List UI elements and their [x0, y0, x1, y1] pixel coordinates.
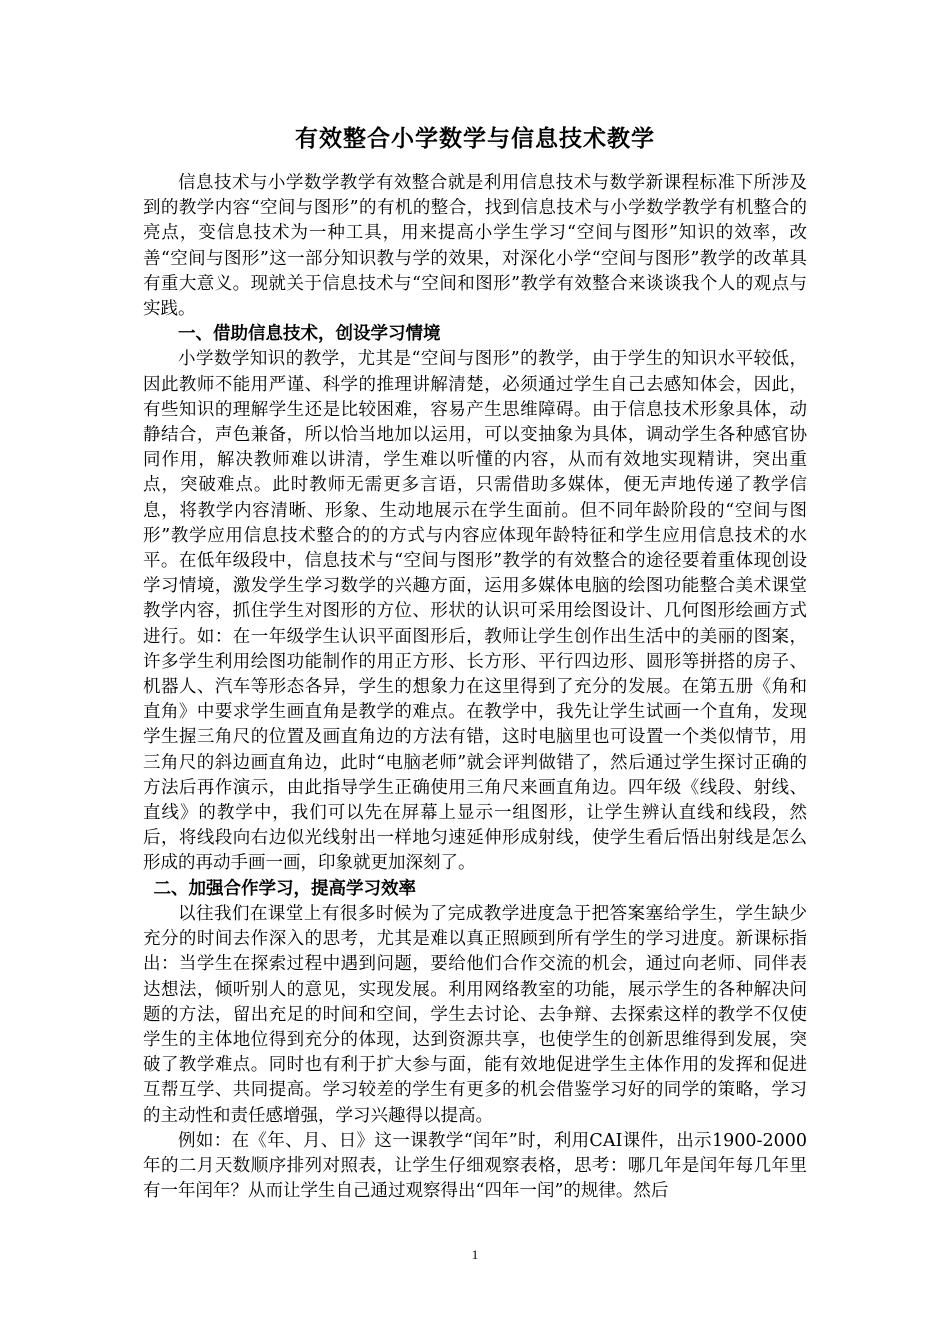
section-1-paragraph: 小学数学知识的教学，尤其是“空间与图形”的教学，由于学生的知识水平较低，因此教师不能用严谨、科学的推理讲解清楚，必须通过学生自己去感知体会，因此，有些知识的理解学生还是比较困难，容易产生思维障碍。由于信息技术形象具体，动静结合，声色兼备，所以恰当地加以运用，可以变抽象为具体，调动学生各种感官协同作用，解决教师难以讲清，学生难以听懂的内容，从而有效地实现精讲，突出重点，突破难点。此时教师无需更多言语，只需借助多媒体，便无声地传递了教学信息，将教学内容清晰、形象、生动地展示在学生面前。但不同年龄阶段的“空间与图形”教学应用信息技术整合的的方式与内容应体现年龄特征和学生应用信息技术的水平。在低年级段中，信息技术与“空间与图形”教学的有效整合的途径要着重体现创设学习情境，激发学生学习数学的兴趣方面，运用多媒体电脑的绘图功能整合美术课堂教学内容，抓住学生对图形的方位、形状的认识可采用绘图设计、几何图形绘画方式进行。如：在一年级学生认识平面图形后，教师让学生创作出生活中的美丽的图案，许多学生利用绘图功能制作的用正方形、长方形、平行四边形、圆形等拼搭的房子、机器人、汽车等形态各异，学生的想象力在这里得到了充分的发展。在第五册《角和直角》中要求学生画直角是教学的难点。在教学中，我先让学生试画一个直角，发现学生握三角尺的位置及画直角边的方法有错，这时电脑里也可设置一个类似情节，用三角尺的斜边画直角边，此时“电脑老师”就会评判做错了，然后通过学生探讨正确的方法后再作演示，由此指导学生正确使用三角尺来画直角边。四年级《线段、射线、直线》的教学中，我们可以先在屏幕上显示一组图形，让学生辨认直线和线段，然后，将线段向右边似光线射出一样地匀速延伸形成射线，使学生看后悟出射线是怎么形成的再动手画一画，印象就更加深刻了。	[143, 349, 807, 874]
document-body	[143, 171, 807, 1204]
section-2-paragraph-2: 例如：在《年、月、日》这一课教学“闰年”时，利用CAI课件，出示1900-2000年的二月天数顺序排列对照表，让学生仔细观察表格，思考：哪几年是闰年每几年里有一年闰年？从而让学生自己通过观察得出“四年一闰”的规律。然后	[143, 1130, 807, 1202]
section-2-heading: 二、加强合作学习，提高学习效率	[153, 878, 416, 899]
section-1-heading: 一、借助信息技术，创设学习情境	[178, 324, 441, 345]
intro-paragraph: 信息技术与小学数学教学有效整合就是利用信息技术与数学新课程标准下所涉及到的教学内容“空间与图形”的有机的整合，找到信息技术与小学数学教学有机整合的亮点，变信息技术为一种工具，用来提高小学生学习“空间与图形”知识的效率，改善“空间与图形”这一部分知识教与学的效果，对深化小学“空间与图形”教学的改革具有重大意义。现就关于信息技术与“空间和图形”教学有效整合来谈谈我个人的观点与实践。	[143, 173, 807, 320]
page-number: 1	[471, 1247, 479, 1262]
section-2-paragraph-1: 以往我们在课堂上有很多时候为了完成教学进度急于把答案塞给学生，学生缺少充分的时间去作深入的思考，尤其是难以真正照顾到所有学生的学习进度。新课标指出：当学生在探索过程中遇到问题，要给他们合作交流的机会，通过向老师、同伴表达想法，倾听别人的意见，实现发展。利用网络教室的功能，展示学生的各种解决问题的方法，留出充足的时间和空间，学生去讨论、去争辩、去探索这样的教学不仅使学生的主体地位得到充分的体现，达到资源共享，也使学生的创新思维得到发展，突破了教学难点。同时也有利于扩大参与面，能有效地促进学生主体作用的发挥和促进互帮互学、共同提高。学习较差的学生有更多的机会借鉴学习好的同学的策略，学习的主动性和责任感增强，学习兴趣得以提高。	[143, 903, 807, 1126]
document-title: 有效整合小学数学与信息技术教学	[295, 126, 655, 152]
